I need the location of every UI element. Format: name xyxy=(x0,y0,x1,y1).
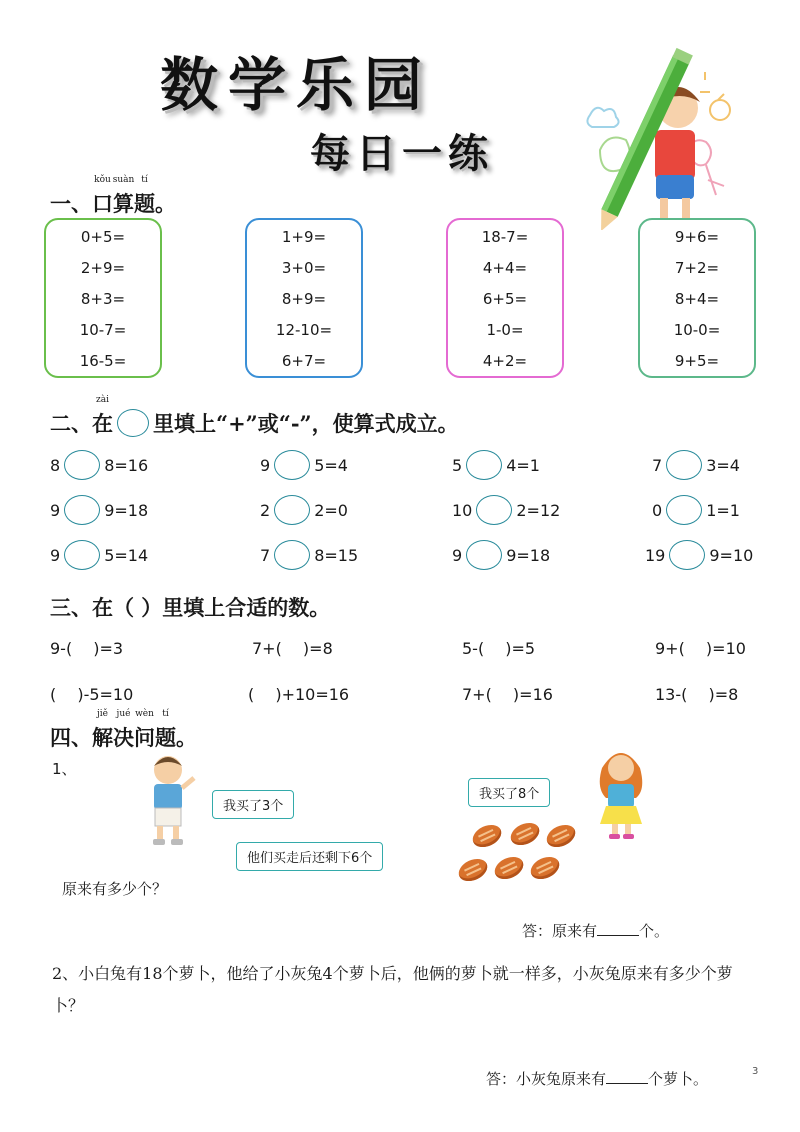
section-text: 在 xyxy=(92,411,113,436)
operand: 2=12 xyxy=(516,500,561,520)
circle-question xyxy=(652,495,740,525)
fill-question[interactable]: 13-( )=8 xyxy=(655,685,739,704)
answer-prefix: 答：小灰兔原来有 xyxy=(486,1070,607,1088)
section-number: 四、 xyxy=(50,725,92,750)
equation: 4+2= xyxy=(482,352,528,370)
page-number: 3 xyxy=(752,1066,759,1077)
pinyin: jué xyxy=(116,709,131,719)
section-char: 决 xyxy=(113,725,134,750)
equation: 12-10= xyxy=(275,321,333,339)
section-number: 二、 xyxy=(50,411,92,436)
section-text: 里填上“+”或“-”，使算式成立。 xyxy=(153,411,459,436)
circle-question xyxy=(50,540,148,570)
section-text: 在（ ）里填上合适的数。 xyxy=(92,595,331,620)
answer-circle[interactable] xyxy=(64,450,100,480)
section-char: 题 xyxy=(155,725,176,750)
equation: 8+9= xyxy=(281,290,327,308)
section-char: 问 xyxy=(134,725,155,750)
equation: 3+0= xyxy=(281,259,327,277)
equation: 18-7= xyxy=(481,228,529,246)
pinyin: tí xyxy=(141,175,148,185)
operand: 9 xyxy=(260,455,271,475)
answer-suffix: 个萝卜。 xyxy=(648,1070,709,1088)
boy-with-pencil-illustration xyxy=(560,40,750,230)
bread-icon xyxy=(543,821,579,852)
answer-circle[interactable] xyxy=(669,540,705,570)
circle-symbol xyxy=(117,409,149,437)
speech-bubble-girl: 我买了8个 xyxy=(468,778,550,807)
section-number: 三、 xyxy=(50,595,92,620)
operand: 2=0 xyxy=(314,500,348,520)
operand: 4=1 xyxy=(506,455,540,475)
operand: 19 xyxy=(645,545,666,565)
operand: 8=15 xyxy=(314,545,359,565)
equation: 0+5= xyxy=(80,228,126,246)
equation: 4+4= xyxy=(482,259,528,277)
circle-question xyxy=(452,540,550,570)
bread-loaves-illustration xyxy=(450,820,580,890)
operand: 9 xyxy=(452,545,463,565)
page-title: 数学乐园 xyxy=(160,51,433,119)
section-char: 解 xyxy=(92,725,113,750)
boy-illustration xyxy=(138,752,198,848)
fill-question[interactable]: 5-( )=5 xyxy=(462,639,536,658)
section1-heading: 一、 kǒu 口 suàn 算 tí 题。 xyxy=(50,175,176,216)
answer-blank[interactable] xyxy=(606,1069,648,1084)
circle-question xyxy=(260,540,358,570)
speech-bubble-boy: 我买了3个 xyxy=(212,790,294,819)
equation: 6+5= xyxy=(482,290,528,308)
section-char: 算 xyxy=(113,191,134,216)
equation: 1-0= xyxy=(486,321,524,339)
circle-question xyxy=(652,450,740,480)
pinyin: zài xyxy=(96,395,109,405)
operand: 9=18 xyxy=(104,500,149,520)
bread-icon xyxy=(491,853,527,884)
operand: 5 xyxy=(452,455,463,475)
fill-question[interactable]: 7+( )=16 xyxy=(462,685,553,704)
section2-heading xyxy=(50,395,459,438)
answer-circle[interactable] xyxy=(666,495,702,525)
equation: 1+9= xyxy=(281,228,327,246)
answer-circle[interactable] xyxy=(466,540,502,570)
equation: 6+7= xyxy=(281,352,327,370)
operand: 9=18 xyxy=(506,545,551,565)
fill-question[interactable]: ( )-5=10 xyxy=(50,685,134,704)
answer-suffix: 个。 xyxy=(639,922,670,940)
operand: 8 xyxy=(50,455,61,475)
circle-question xyxy=(645,540,753,570)
equation: 7+2= xyxy=(674,259,720,277)
circle-question xyxy=(260,450,348,480)
operand: 10 xyxy=(452,500,473,520)
oral-calc-box-1 xyxy=(44,218,162,378)
oral-calc-box-3 xyxy=(446,218,564,378)
oral-calc-box-2 xyxy=(245,218,363,378)
equation: 10-7= xyxy=(79,321,127,339)
equation: 10-0= xyxy=(673,321,721,339)
equation: 8+4= xyxy=(674,290,720,308)
equation: 8+3= xyxy=(80,290,126,308)
operand: 9=10 xyxy=(709,545,754,565)
bread-icon xyxy=(455,855,491,886)
answer-circle[interactable] xyxy=(64,540,100,570)
pinyin: jiě xyxy=(97,709,108,719)
equation: 16-5= xyxy=(79,352,127,370)
problem2-text: 2、小白兔有18个萝卜，他给了小灰兔4个萝卜后，他俩的萝卜就一样多，小灰兔原来有多少个萝卜？ xyxy=(52,964,733,1015)
bread-icon xyxy=(527,853,563,884)
answer-circle[interactable] xyxy=(466,450,502,480)
operand: 0 xyxy=(652,500,663,520)
answer-circle[interactable] xyxy=(64,495,100,525)
section4-heading: 四、 jiě 解 jué 决 wèn 问 tí 题。 xyxy=(50,709,197,750)
oral-calc-box-4 xyxy=(638,218,756,378)
pinyin: kǒu xyxy=(94,175,111,185)
problem1-question: 原来有多少个？ xyxy=(62,880,168,898)
pinyin: suàn xyxy=(112,175,135,185)
answer-prefix: 答：原来有 xyxy=(522,922,598,940)
operand: 5=14 xyxy=(104,545,149,565)
circle-question xyxy=(50,495,148,525)
speech-bubble-remaining: 他们买走后还剩下6个 xyxy=(236,842,383,871)
page-subtitle: 每日一练 xyxy=(310,130,494,177)
answer-circle[interactable] xyxy=(666,450,702,480)
fill-question[interactable]: 9-( )=3 xyxy=(50,639,124,658)
operand: 2 xyxy=(260,500,271,520)
section-char: 题 xyxy=(134,191,155,216)
circle-question xyxy=(452,450,540,480)
pinyin: wèn xyxy=(135,709,154,719)
equation: 9+5= xyxy=(674,352,720,370)
fill-question[interactable]: ( )+10=16 xyxy=(248,685,350,704)
section-number: 一、 xyxy=(50,191,92,216)
answer-blank[interactable] xyxy=(597,921,639,936)
answer-circle[interactable] xyxy=(274,495,310,525)
answer-circle[interactable] xyxy=(274,540,310,570)
operand: 7 xyxy=(260,545,271,565)
equation: 2+9= xyxy=(80,259,126,277)
section-char: 口 xyxy=(92,191,113,216)
answer-circle[interactable] xyxy=(476,495,512,525)
bread-icon xyxy=(469,821,505,852)
bread-icon xyxy=(507,819,543,850)
operand: 3=4 xyxy=(706,455,740,475)
fill-question[interactable]: 9+( )=10 xyxy=(655,639,746,658)
problem1-number: 1、 xyxy=(52,760,77,778)
operand: 1=1 xyxy=(706,500,740,520)
pinyin: tí xyxy=(162,709,169,719)
operand: 8=16 xyxy=(104,455,149,475)
fill-question[interactable]: 7+( )=8 xyxy=(252,639,333,658)
problem1-answer xyxy=(522,920,669,941)
section3-heading xyxy=(50,592,330,622)
operand: 9 xyxy=(50,500,61,520)
circle-question xyxy=(260,495,348,525)
girl-illustration xyxy=(592,746,650,842)
answer-circle[interactable] xyxy=(274,450,310,480)
operand: 9 xyxy=(50,545,61,565)
operand: 5=4 xyxy=(314,455,348,475)
circle-question xyxy=(452,495,560,525)
problem2-answer xyxy=(486,1068,708,1089)
circle-question xyxy=(50,450,148,480)
operand: 7 xyxy=(652,455,663,475)
equation: 9+6= xyxy=(674,228,720,246)
